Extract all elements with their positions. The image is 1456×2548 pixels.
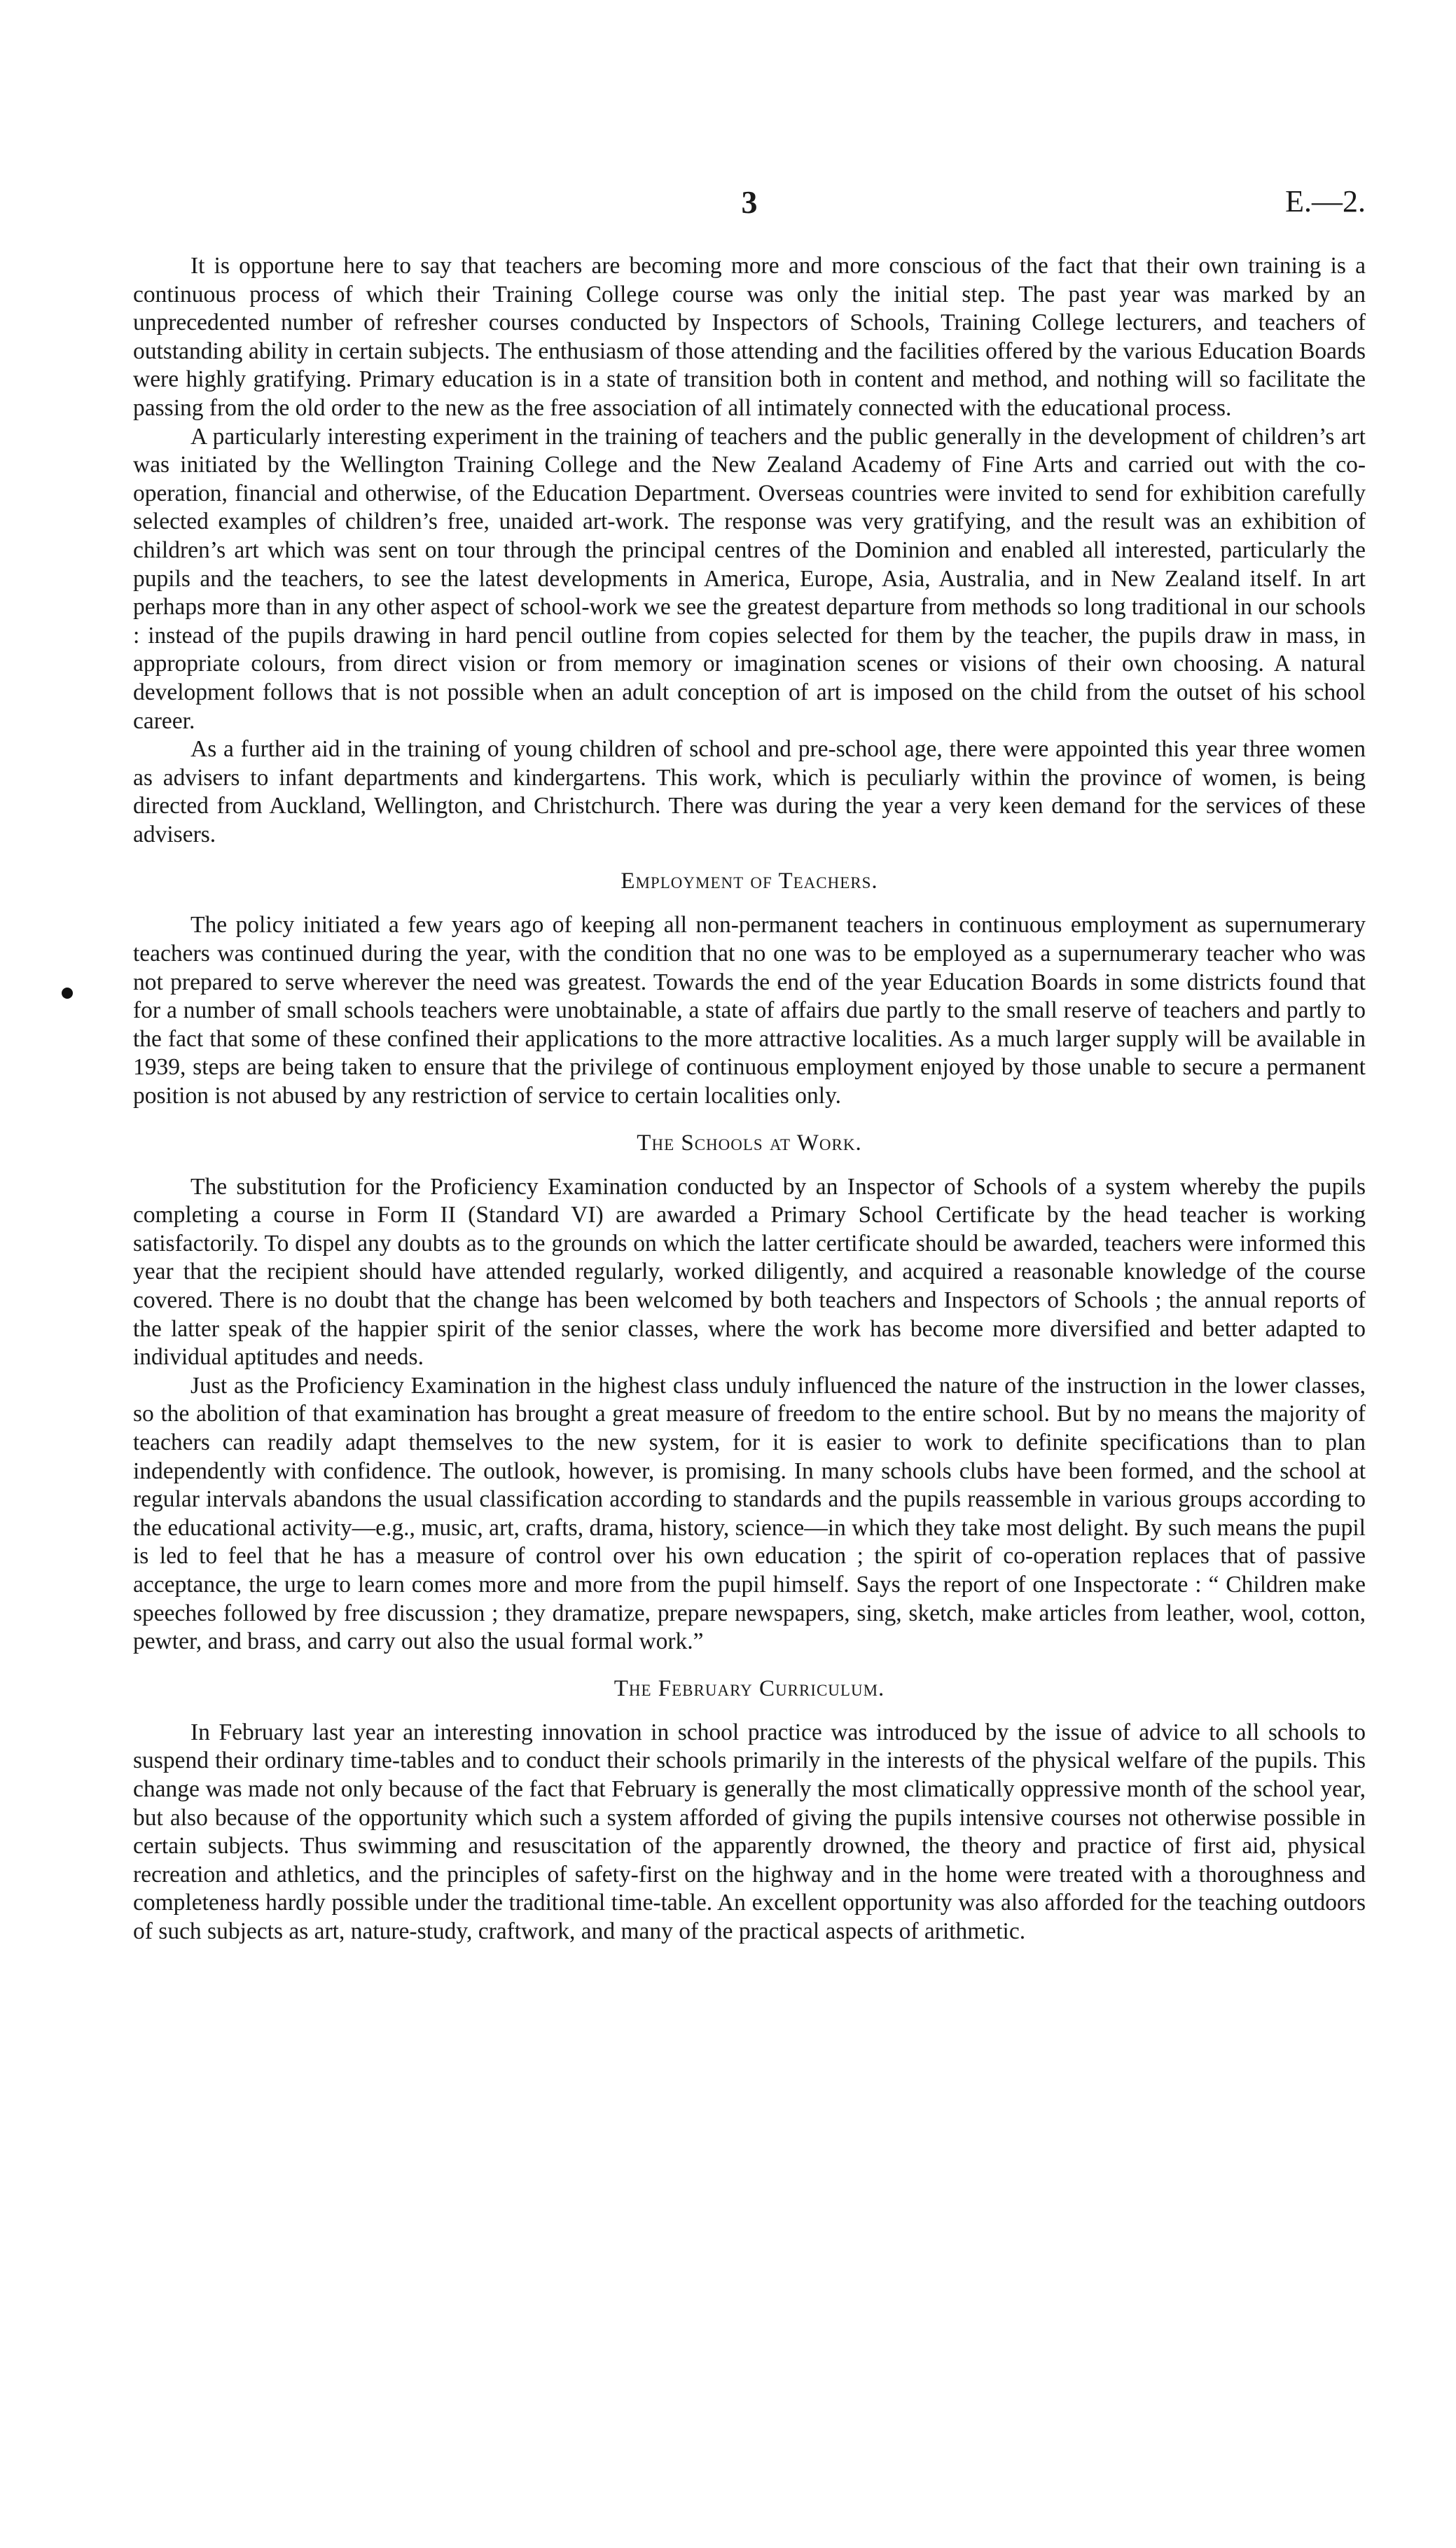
paragraph-employment: The policy initiated a few years ago of keeping all non-permanent teachers in continuous employment as supernumerary teachers was continued during the year, with the condition that no one was to be employed as a supernumerary teacher who was not prepared to serve wherever the need was greatest. Towards the end of the year Education Boards in some districts found that for a number of small schools teachers were unobtainable, a state of affairs due partly to the small reserve of teachers and partly to the fact that some of these confined their applications to the more attractive localities. As a much larger supply will be available in 1939, steps are being taken to ensure that the privilege of continuous employment enjoyed by those unable to secure a permanent position is not abused by any restriction of service to certain localities only. <box>133 912 1366 1109</box>
heading-schools-at-work: The Schools at Work. <box>637 1130 862 1156</box>
heading-february-curriculum: The February Curriculum. <box>613 1675 885 1701</box>
paragraph-proficiency-substitution: The substitution for the Proficiency Examination conducted by an Inspector of Schools of a system whereby the pupils completing a course in Form II (Standard VI) are awarded a Primary School Certificate by the head teacher is working satisfactorily. To dispel any doubts as to the grounds on which the latter certificate should be awarded, teachers were informed this year that the recipient should have attended regularly, worked diligently, and acquired a reasonable knowledge of the course covered. There is no doubt that the change has been welcomed by both teachers and Inspectors of Schools ; the annual reports of the latter speak of the happier spirit of the senior classes, where the work has become more diversified and better adapted to individual aptitudes and needs. <box>133 1173 1366 1371</box>
paragraph-proficiency-abolition: Just as the Proficiency Examination in the highest class unduly influenced the nature of the instruction in the lower classes, so the abolition of that examination has brought a great measure of freedom to the entire school. But by no means the majority of teachers can readily adapt themselves to the new system, for it is easier to work to definite specifications than to plan independently with confidence. The outlook, however, is promising. In many schools clubs have been formed, and the school at regular intervals abandons the usual classification according to standards and the pupils reassemble in various groups according to the educational activity—e.g., music, art, crafts, drama, history, science—in which they take most delight. By such means the pupil is led to feel that he has a measure of control over his own education ; the spirit of co-operation replaces that of passive acceptance, the urge to learn comes more and more from the pupil himself. Says the report of one Inspectorate : “ Children make speeches followed by free discussion ; they dramatize, prepare newspapers, sing, sketch, make articles from leather, wool, cotton, pewter, and brass, and carry out also the usual formal work.” <box>133 1372 1366 1655</box>
paragraph-refresher-courses: It is opportune here to say that teachers are becoming more and more conscious of the fact that their own training is a continuous process of which their Training College course was only the initial step. The past year was marked by an unprecedented number of refresher courses conducted by Inspectors of Schools, Training College lecturers, and teachers of outstanding ability in certain subjects. The enthusiasm of those attending and the facilities offered by the various Education Boards were highly gratifying. Primary education is in a state of transition both in content and method, and nothing will so facilitate the passing from the old order to the new as the free association of all intimately connected with the educational process. <box>133 253 1366 421</box>
body-text <box>133 252 1366 1946</box>
paragraph-infant-advisers: As a further aid in the training of young children of school and pre-school age, there were appointed this year three women as advisers to infant departments and kindergartens. This work, which is peculiarly within the province of women, is being directed from Auckland, Wellington, and Christchurch. There was during the year a very keen demand for the services of these advisers. <box>133 736 1366 847</box>
document-reference: E.—2. <box>1285 184 1366 219</box>
margin-ink-dot <box>62 988 73 999</box>
heading-employment-of-teachers: Employment of Teachers. <box>620 868 878 894</box>
paragraph-february: In February last year an interesting innovation in school practice was introduced by the issue of advice to all schools to suspend their ordinary time-tables and to conduct their schools primarily in the interests of the physical welfare of the pupils. This change was made not only because of the fact that February is generally the most climatically oppressive month of the school year, but also because of the opportunity which such a system afforded of giving the pupils intensive courses not otherwise possible in certain subjects. Thus swimming and resuscitation of the apparently drowned, the theory and practice of first aid, physical recreation and athletics, and the principles of safety-first on the highway and in the home were treated with a thoroughness and completeness hardly possible under the traditional time-table. An excellent opportunity was also afforded for the teaching outdoors of such subjects as art, nature-study, craftwork, and many of the practical aspects of arithmetic. <box>133 1719 1366 1944</box>
paragraph-childrens-art: A particularly interesting experiment in the training of teachers and the public generally in the development of children’s art was initiated by the Wellington Training College and the New Zealand Academy of Fine Arts and carried out with the co-operation, financial and otherwise, of the Education Department. Overseas countries were invited to send for exhibition carefully selected examples of children’s free, unaided art-work. The response was very gratifying, and the result was an exhibition of children’s art which was sent on tour through the principal centres of the Dominion and enabled all interested, particularly the pupils and the teachers, to see the latest developments in America, Europe, Asia, Australia, and in New Zealand itself. In art perhaps more than in any other aspect of school-work we see the greatest departure from methods so long traditional in our schools : instead of the pupils drawing in hard pencil outline from copies selected for them by the teacher, the pupils draw in mass, in appropriate colours, from direct vision or from memory or imagination scenes or visions of their own choosing. A natural development follows that is not possible when an adult conception of art is imposed on the child from the outset of his school career. <box>133 423 1366 734</box>
page-number: 3 <box>741 184 758 220</box>
page-header <box>133 184 1366 226</box>
